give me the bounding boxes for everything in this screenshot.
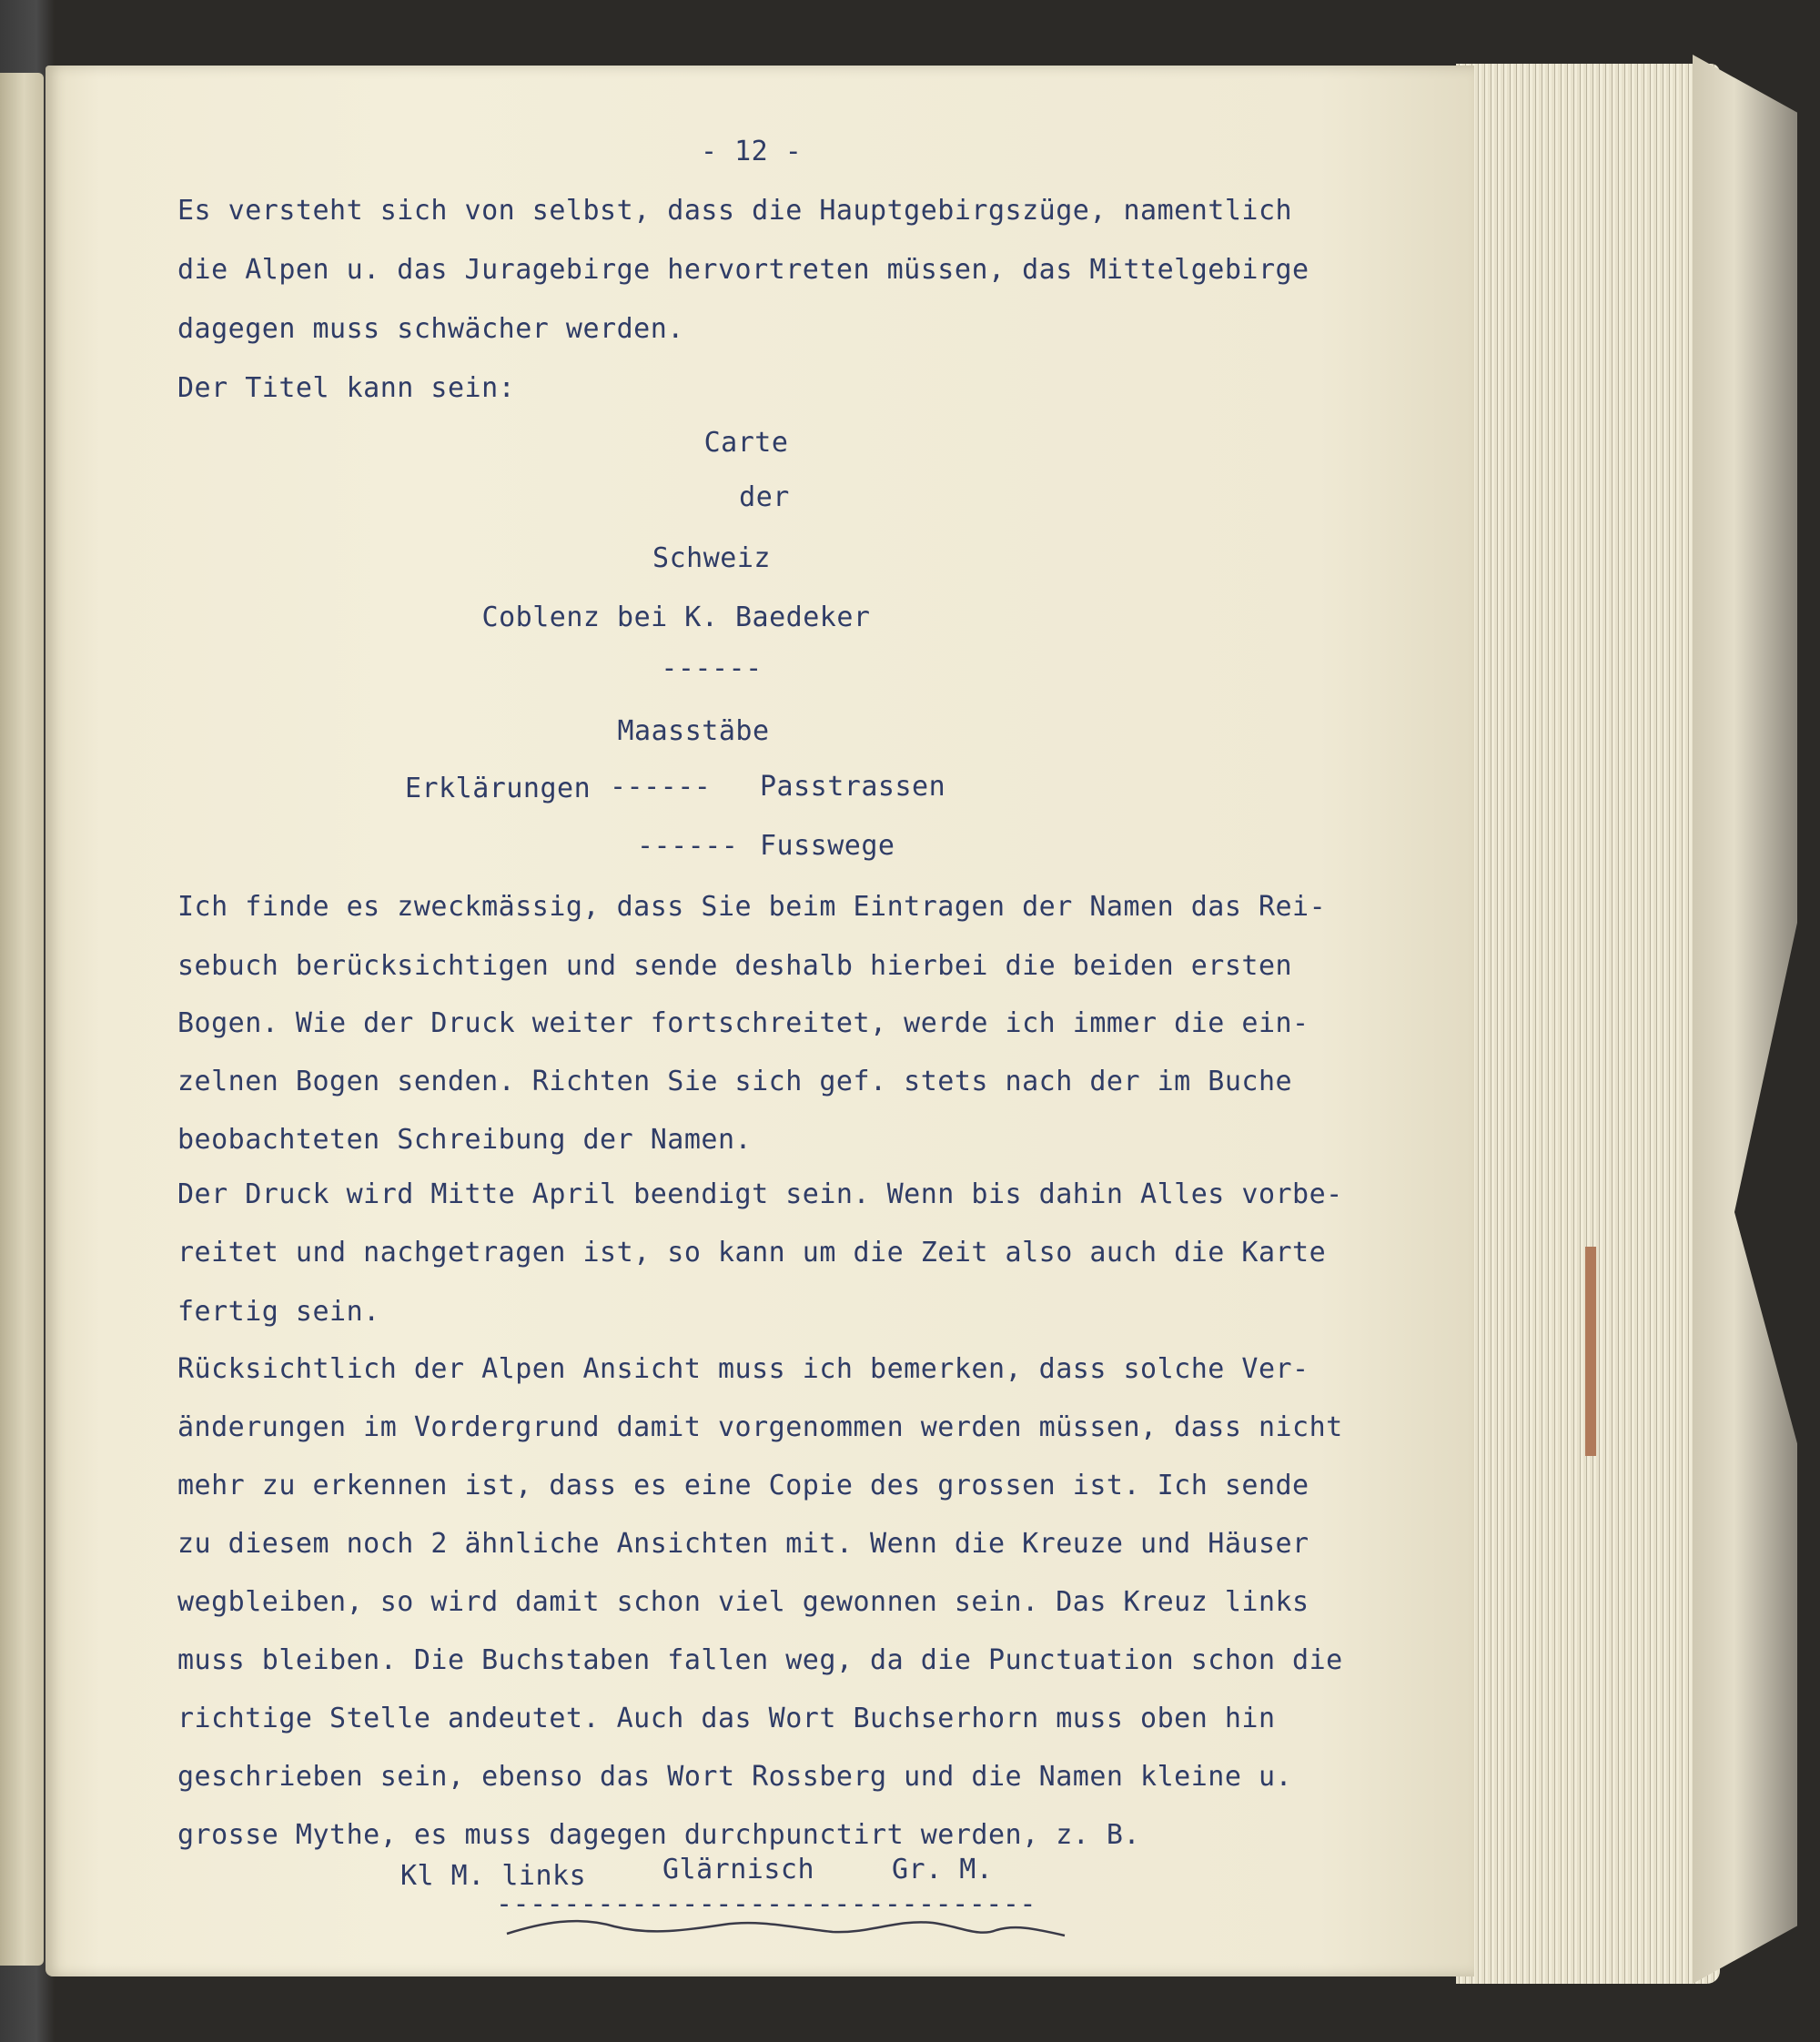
paragraph-4-line-4: zu diesem noch 2 ähnliche Ansichten mit. Wenn die Kreuze und Häuser xyxy=(177,1528,1309,1560)
legend-footpaths: Fusswege xyxy=(760,830,895,862)
paragraph-4-line-1: Rücksichtlich der Alpen Ansicht muss ich bemerken, dass solche Ver- xyxy=(177,1353,1309,1385)
paragraph-4-line-7: richtige Stelle andeutet. Auch das Wort Buchserhorn muss oben hin xyxy=(177,1703,1276,1734)
title-schweiz: Schweiz xyxy=(652,542,771,574)
scales-label: Maasstäbe xyxy=(617,715,770,747)
paragraph-1-line-4: Der Titel kann sein: xyxy=(177,372,516,404)
previous-page-edge xyxy=(0,73,44,1966)
paragraph-1-line-3: dagegen muss schwächer werden. xyxy=(177,313,684,345)
paragraph-3-line-1: Der Druck wird Mitte April beendigt sein. Wenn bis dahin Alles vorbe- xyxy=(177,1178,1343,1210)
example-kleine-mythe: Kl M. links xyxy=(400,1860,587,1892)
paragraph-2-line-2: sebuch berücksichtigen und sende deshalb hierbei die beiden ersten xyxy=(177,950,1293,982)
paragraph-3-line-3: fertig sein. xyxy=(177,1296,380,1328)
bookmark-ribbon xyxy=(1585,1247,1596,1456)
paragraph-2-line-1: Ich finde es zweckmässig, dass Sie beim Eintragen der Namen das Rei- xyxy=(177,891,1327,923)
paragraph-2-line-4: zelnen Bogen senden. Richten Sie sich gef. stets nach der im Buche xyxy=(177,1066,1293,1097)
title-carte: Carte xyxy=(703,427,789,459)
paragraph-1-line-2: die Alpen u. das Juragebirge hervortreten müssen, das Mittelgebirge xyxy=(177,254,1309,286)
example-grosse-mythe: Gr. M. xyxy=(892,1854,994,1885)
legend-dash-passes: ------ xyxy=(610,771,712,803)
paragraph-4-line-6: muss bleiben. Die Buchstaben fallen weg, da die Punctuation schon die xyxy=(177,1644,1343,1676)
paragraph-4-line-8: geschrieben sein, ebenso das Wort Rossberg und die Namen kleine u. xyxy=(177,1761,1293,1793)
paragraph-4-line-9: grosse Mythe, es muss dagegen durchpunctirt werden, z. B. xyxy=(177,1819,1141,1851)
wavy-rule xyxy=(505,1906,1069,1943)
example-glaernisch: Glärnisch xyxy=(662,1854,815,1885)
paragraph-4-line-3: mehr zu erkennen ist, dass es eine Copie des grossen ist. Ich sende xyxy=(177,1470,1309,1501)
page-number: - 12 - xyxy=(701,136,803,167)
legend-explanations: Erklärungen xyxy=(405,773,592,804)
example-dotted-line: -------------------------------- xyxy=(496,1888,1036,1920)
legend-dash-footpaths: ------ xyxy=(637,830,739,862)
paragraph-2-line-3: Bogen. Wie der Druck weiter fortschreitet, werde ich immer die ein- xyxy=(177,1007,1309,1039)
title-publisher: Coblenz bei K. Baedeker xyxy=(481,601,871,633)
paragraph-2-line-5: beobachteten Schreibung der Namen. xyxy=(177,1124,753,1156)
title-rule: ------ xyxy=(661,652,763,684)
paragraph-4-line-5: wegbleiben, so wird damit schon viel gewonnen sein. Das Kreuz links xyxy=(177,1586,1309,1618)
legend-passes: Passtrassen xyxy=(760,771,946,803)
title-der: der xyxy=(739,481,790,513)
paragraph-1-line-1: Es versteht sich von selbst, dass die Hauptgebirgszüge, namentlich xyxy=(177,195,1293,227)
paragraph-4-line-2: änderungen im Vordergrund damit vorgenommen werden müssen, dass nicht xyxy=(177,1411,1343,1443)
paragraph-3-line-2: reitet und nachgetragen ist, so kann um die Zeit also auch die Karte xyxy=(177,1237,1327,1269)
page-stack-edge xyxy=(1456,64,1720,1984)
